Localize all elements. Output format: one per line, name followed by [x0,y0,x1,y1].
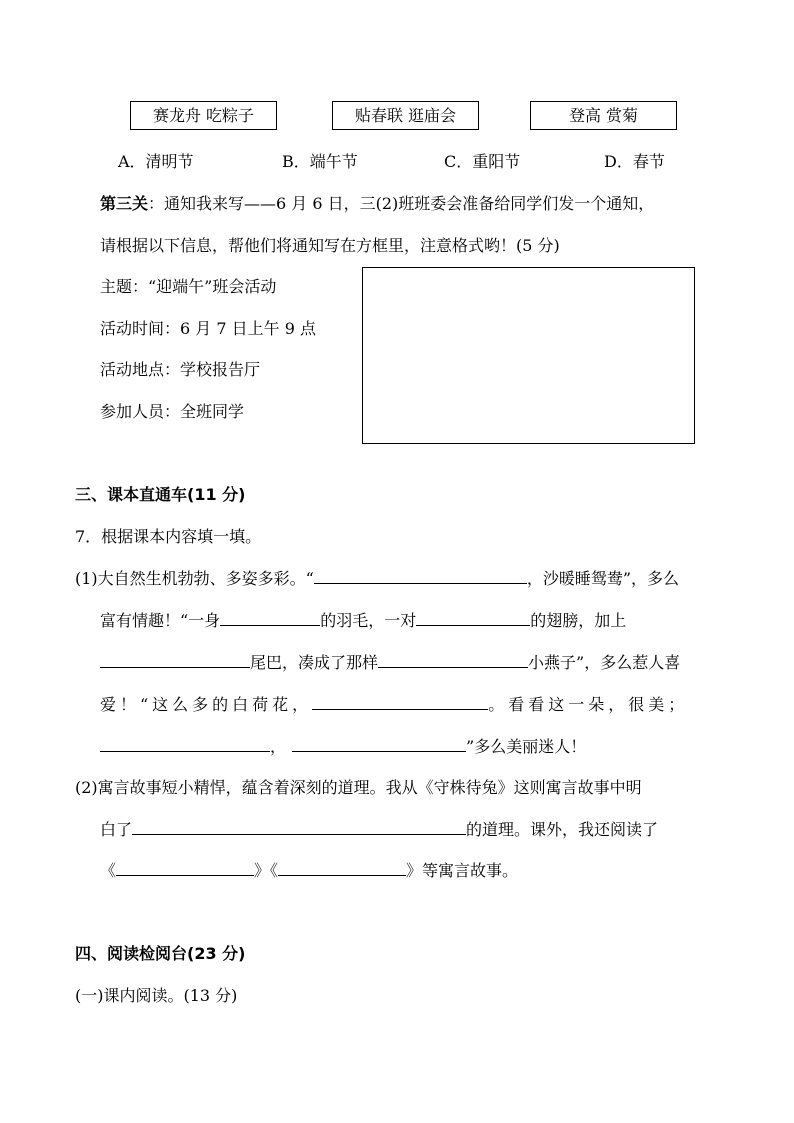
p1-c1: 尾巴，凑成了那样 [250,653,379,672]
p1-e2: ”多么美丽迷人！ [466,737,587,756]
blank-7[interactable] [100,735,270,752]
level3-text1: ：通知我来写——6 月 6 日，三(2)班班委会准备给同学们发一个通知， [148,194,655,213]
p1-d2: 。看看这一朵，很美； [488,695,689,714]
p1-line-e [100,734,586,757]
p2-line-b [100,817,658,840]
p1-a-end: ，沙暖睡鸳鸯”，多么 [526,569,680,588]
p1-line-a [75,566,679,589]
p1-c2: 小燕子”，多么惹人喜 [528,653,681,672]
blank-4[interactable] [100,651,250,668]
blank-11[interactable] [278,859,406,876]
option-c: C．重阳节 [444,152,521,171]
section4-heading: 四、阅读检阅台(23 分) [75,944,246,963]
p1-d1: 爱！“这么多的白荷花， [100,695,313,714]
p2-line-a: (2)寓言故事短小精悍，蕴含着深刻的道理。我从《守株待兔》这则寓言故事中明 [75,778,642,797]
p2-c3: 》等寓言故事。 [406,861,519,880]
p2-c1: 《 [100,861,117,880]
level3-title: 第三关 [100,194,149,213]
blank-10[interactable] [116,859,254,876]
option-b: B．端午节 [282,152,358,171]
level3-line1 [100,191,654,214]
p1-a-start: (1)大自然生机勃勃、多姿多彩。“ [75,569,314,588]
p2-b1: 白了 [100,820,133,839]
blank-6[interactable] [312,693,488,710]
blank-9[interactable] [132,818,466,835]
blank-8[interactable] [292,735,466,752]
p1-b2: 的羽毛，一对 [320,611,417,630]
info-place: 活动地点：学校报告厅 [100,360,261,379]
p2-c2: 》《 [254,861,279,880]
p1-line-b [100,608,626,631]
option-box-3: 登高 赏菊 [530,101,677,130]
level3-line2: 请根据以下信息，帮他们将通知写在方框里，注意格式哟！(5 分) [100,236,560,255]
question-7: 7．根据课本内容填一填。 [75,527,262,546]
p1-b3: 的翅膀，加上 [530,611,627,630]
info-topic: 主题：“迎端午”班会活动 [100,277,277,296]
p2-b2: 的道理。课外，我还阅读了 [466,820,659,839]
info-people: 参加人员：全班同学 [100,402,245,421]
p1-e1: ， [270,737,287,756]
section4-sub: (一)课内阅读。(13 分) [75,986,238,1005]
option-d: D．春节 [604,152,665,171]
p1-line-c [100,650,680,673]
option-box-1: 赛龙舟 吃粽子 [130,101,277,130]
blank-1[interactable] [314,567,527,584]
option-box-2: 贴春联 逛庙会 [332,101,479,130]
blank-5[interactable] [378,651,528,668]
p2-line-c [100,858,518,881]
notice-writing-box[interactable] [362,267,695,444]
p1-line-d [100,692,688,715]
option-a: A．清明节 [118,152,194,171]
section3-heading: 三、课本直通车(11 分) [75,485,246,504]
p1-b1: 富有情趣！“一身 [100,611,221,630]
info-time: 活动时间：6 月 7 日上午 9 点 [100,319,316,338]
blank-2[interactable] [220,609,320,626]
blank-3[interactable] [416,609,530,626]
